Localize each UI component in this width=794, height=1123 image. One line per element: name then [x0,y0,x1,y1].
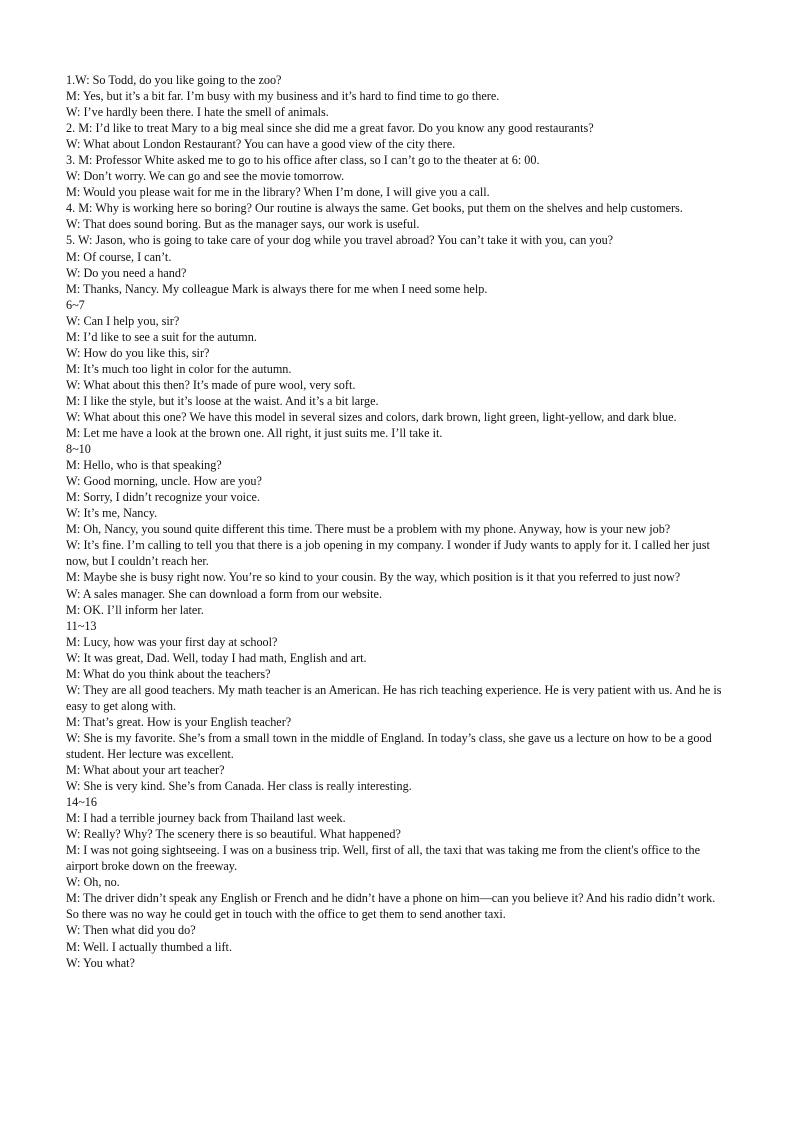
transcript-line: M: OK. I’ll inform her later. [66,602,204,617]
transcript-line: M: Sorry, I didn’t recognize your voice. [66,490,260,505]
transcript-line: M: I had a terrible journey back from Thailand last week. [66,811,346,826]
transcript-line: M: Oh, Nancy, you sound quite different this time. There must be a problem with my phone. Anyway, how is your new job? [66,522,671,537]
transcript-line: M: It’s much too light in color for the autumn. [66,361,292,376]
transcript-line: M: I was not going sightseeing. I was on a business trip. Well, first of all, the taxi that was taking me from the client's office to the airport broke down on the freeway. [66,843,701,874]
transcript-line: M: I like the style, but it’s loose at the waist. And it’s a bit large. [66,393,379,408]
transcript-line: W: Oh, no. [66,875,120,890]
transcript-line: W: Really? Why? The scenery there is so beautiful. What happened? [66,827,401,842]
transcript-line: W: What about this then? It’s made of pure wool, very soft. [66,377,356,392]
transcript-line: W: She is very kind. She’s from Canada. Her class is really interesting. [66,779,412,794]
transcript-line: W: That does sound boring. But as the manager says, our work is useful. [66,217,420,232]
transcript-line: 8~10 [66,442,91,457]
transcript-line: W: What about this one? We have this model in several sizes and colors, dark brown, light green, light-yellow, and dark blue. [66,409,677,424]
transcript-line: 11~13 [66,618,97,633]
transcript-line: 3. M: Professor White asked me to go to his office after class, so I can’t go to the theater at 6: 00. [66,153,540,168]
transcript-line: 4. M: Why is working here so boring? Our routine is always the same. Get books, put them on the shelves and help customers. [66,201,683,216]
transcript-line: W: She is my favorite. She’s from a small town in the middle of England. In today’s class, she gave us a lecture on how to be a good student. Her lecture was excellent. [66,730,712,761]
transcript-line: M: Thanks, Nancy. My colleague Mark is always there for me when I need some help. [66,281,488,296]
transcript-line: 14~16 [66,795,97,810]
transcript-line: W: What about London Restaurant? You can have a good view of the city there. [66,137,456,152]
transcript-line: W: A sales manager. She can download a form from our website. [66,586,382,601]
transcript-line: W: I’ve hardly been there. I hate the smell of animals. [66,105,329,120]
transcript-line: W: Then what did you do? [66,923,196,938]
transcript-line: W: How do you like this, sir? [66,345,210,360]
transcript-line: W: It’s me, Nancy. [66,506,158,521]
transcript-line: W: Good morning, uncle. How are you? [66,474,262,489]
transcript-line: M: I’d like to see a suit for the autumn. [66,329,257,344]
transcript-line: W: You what? [66,955,135,970]
transcript-line: M: Hello, who is that speaking? [66,458,222,473]
transcript-line: 2. M: I’d like to treat Mary to a big meal since she did me a great favor. Do you know any good restaurants? [66,121,594,136]
transcript-line: 6~7 [66,297,85,312]
transcript-line: M: What do you think about the teachers? [66,666,271,681]
transcript-line: W: It was great, Dad. Well, today I had math, English and art. [66,650,367,665]
transcript-line: M: Lucy, how was your first day at school? [66,634,278,649]
transcript-line: 5. W: Jason, who is going to take care of your dog while you travel abroad? You can’t take it with you, can you? [66,233,614,248]
transcript-line: M: The driver didn’t speak any English or French and he didn’t have a phone on him—can you believe it? And his radio didn’t work. So there was no way he could get in touch with the office to get them to send another taxi. [66,891,716,922]
transcript-line: W: Can I help you, sir? [66,313,180,328]
transcript-line: M: Yes, but it’s a bit far. I’m busy with my business and it’s hard to find time to go there. [66,89,500,104]
transcript-line: M: Of course, I can’t. [66,249,172,264]
transcript-line: M: Would you please wait for me in the library? When I’m done, I will give you a call. [66,185,490,200]
transcript-line: M: What about your art teacher? [66,763,225,778]
transcript-line: W: Do you need a hand? [66,265,187,280]
transcript-line: 1.W: So Todd, do you like going to the zoo? [66,73,282,87]
transcript-line: W: Don’t worry. We can go and see the movie tomorrow. [66,169,345,184]
transcript-line: W: It’s fine. I’m calling to tell you that there is a job opening in my company. I wonder if Judy wants to apply for it. I called her just now, but I couldn’t reach her. [66,538,710,569]
transcript-line: M: Let me have a look at the brown one. All right, it just suits me. I’ll take it. [66,426,443,441]
transcript-line: W: They are all good teachers. My math teacher is an American. He has rich teaching experience. He is very patient with us. And he is easy to get along with. [66,682,722,713]
transcript-line: M: Well. I actually thumbed a lift. [66,939,232,954]
transcript-line: M: Maybe she is busy right now. You’re so kind to your cousin. By the way, which position is it that you referred to just now? [66,570,681,585]
transcript-line: M: That’s great. How is your English teacher? [66,714,292,729]
